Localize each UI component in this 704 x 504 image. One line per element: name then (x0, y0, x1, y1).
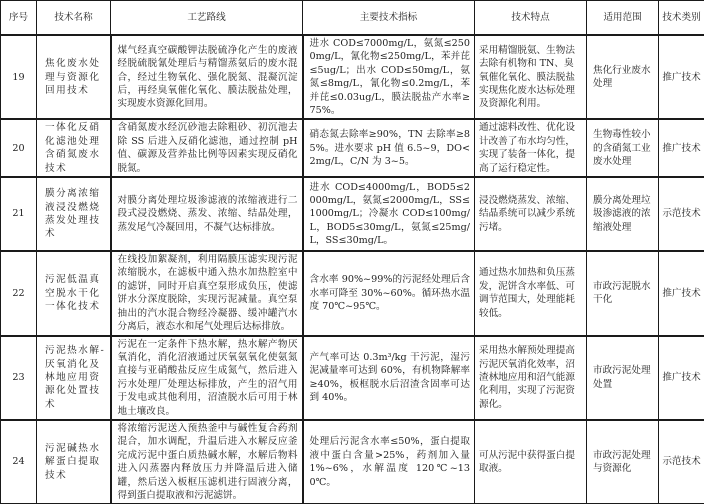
header-process: 工艺路线 (111, 1, 303, 36)
row-features: 可从污泥中获得蛋白提取液。 (475, 420, 587, 504)
table-header-row (1, 1, 704, 36)
row-metrics: 进水 COD≤4000mg/L，BOD5≤2000mg/L，氨氮≤2000mg/L，SS≤1000mg/L；冷凝水 COD≤100mg/L，BOD5≤30mg/L，氨氮≤25mg/L，SS≤30mg/L。 (303, 177, 475, 251)
row-process: 在线投加絮凝剂，利用隔膜压滤实现污泥浓缩脱水，在滤板中通入热水加热腔室中的滤饼，同时开启真空泵形成负压，使滤饼水分深度脱除，实现污泥减量。真空泵抽出的汽水混合物经冷凝器、缓冲罐汽水分离后，液态水和尾气处理后达标排放。 (111, 251, 303, 335)
table-row (1, 119, 704, 177)
header-scope: 适用范围 (587, 1, 659, 36)
row-no: 19 (1, 35, 37, 119)
row-scope: 生物毒性较小的含硝氮工业废水处理 (587, 119, 659, 177)
row-name: 一体化反硝化滤池处理含硝氮废水技术 (37, 119, 111, 177)
row-features: 采用热水解预处理提高污泥厌氧消化效率，沼渣林地应用和沼气能源化利用，实现了污泥资源化。 (475, 336, 587, 420)
row-process: 对膜分离处理垃圾渗滤液的浓缩液进行二段式浸没燃烧、蒸发、浓缩、结晶处理，蒸发尾气冷凝回用，不凝气达标排放。 (111, 177, 303, 251)
row-name: 膜分离浓缩液浸没燃烧蒸发处理技术 (37, 177, 111, 251)
row-process: 污泥在一定条件下热水解，热水解产物厌氧消化，消化沼液通过厌氧氨氧化使氨氮直接与亚硝酸盐反应生成氮气，然后进入污水处理厂处理达标排放，产生的沼气用于发电或其他利用，沼渣脱水后可用于林地土壤改良。 (111, 336, 303, 420)
row-process: 含硝氮废水经沉砂池去除粗砂、初沉池去除 SS 后进入反硝化滤池，通过控制 pH 值、碳源及营养盐比例等因素实现反硝化脱氮。 (111, 119, 303, 177)
table-row (1, 251, 704, 335)
table-row (1, 35, 704, 119)
row-metrics: 含水率 90%~99%的污泥经处理后含水率可降至 30%~60%。循环热水温度 70℃~95℃。 (303, 251, 475, 335)
row-metrics: 硝态氮去除率≥90%，TN 去除率≥85%。进水要求 pH 值 6.5~9，DO<2mg/L，C/N 为 3~5。 (303, 119, 475, 177)
table-row (1, 336, 704, 420)
row-no: 20 (1, 119, 37, 177)
row-no: 22 (1, 251, 37, 335)
row-features: 采用精馏脱氨、生物法去除有机物和 TN、臭氧催化氧化、膜法脱盐实现焦化废水达标处理及资源化利用。 (475, 35, 587, 119)
row-scope: 焦化行业废水处理 (587, 35, 659, 119)
row-category: 推广技术 (659, 35, 704, 119)
row-features: 通过热水加热和负压蒸发，泥饼含水率低、可调节范围大，处理能耗较低。 (475, 251, 587, 335)
row-no: 24 (1, 420, 37, 504)
row-no: 23 (1, 336, 37, 420)
row-name: 污泥低温真空脱水干化一体化技术 (37, 251, 111, 335)
row-name: 污泥热水解-厌氧消化及林地应用资源化处置技术 (37, 336, 111, 420)
header-features: 技术特点 (475, 1, 587, 36)
row-name: 焦化废水处理与资源化回用技术 (37, 35, 111, 119)
row-scope: 市政污泥脱水干化 (587, 251, 659, 335)
table-row (1, 177, 704, 251)
row-process: 将浓缩污泥送入预热釜中与碱性复合药剂混合，加水调配，升温后进入水解反应釜完成污泥中蛋白质热碱水解，水解后物料进入闪蒸器内释放压力并降温后进入储罐，然后送入板框压滤机进行固液分离，得到蛋白提取液和污泥滤饼。 (111, 420, 303, 504)
row-scope: 市政污泥处理与资源化 (587, 420, 659, 504)
row-features: 通过滤料改性、优化设计改善了布水均匀性，实现了装备一体化，提高了运行稳定性。 (475, 119, 587, 177)
row-no: 21 (1, 177, 37, 251)
header-category: 技术类别 (659, 1, 704, 36)
row-category: 推广技术 (659, 251, 704, 335)
row-process: 煤气经真空碳酸钾法脱硫净化产生的废液经脱硫脱氰处理后与精馏蒸氨后的废水混合，经过生物氧化、强化脱氮、混凝沉淀后，再经臭氧催化氧化、膜法脱盐处理，实现废水资源化回用。 (111, 35, 303, 119)
row-category: 示范技术 (659, 177, 704, 251)
row-category: 示范技术 (659, 420, 704, 504)
row-scope: 膜分离处理垃圾渗滤液的浓缩液处理 (587, 177, 659, 251)
row-metrics: 产气率可达 0.3m³/kg 干污泥，湿污泥减量率可达到 60%，有机物降解率≥40%，板框脱水后沼渣含固率可达到 40%。 (303, 336, 475, 420)
row-name: 污泥碱热水解蛋白提取技术 (37, 420, 111, 504)
row-category: 推广技术 (659, 119, 704, 177)
header-no: 序号 (1, 1, 37, 36)
row-category: 推广技术 (659, 336, 704, 420)
row-metrics: 进水 COD≤7000mg/L，氨氮≤2500mg/L，氰化物≤250mg/L，苯并芘≤5ug/L；出水 COD≤50mg/L，氨氮≤8mg/L，氰化物≤0.2mg/L，苯并芘≤0.03ug/L，膜法脱盐产水率≥75%。 (303, 35, 475, 119)
row-features: 浸没燃烧蒸发、浓缩、结晶系统可以减少系统污堵。 (475, 177, 587, 251)
header-name: 技术名称 (37, 1, 111, 36)
row-scope: 市政污泥处理处置 (587, 336, 659, 420)
row-metrics: 处理后污泥含水率≤50%，蛋白提取液中蛋白含量>25%，药剂加入量 1%~6%，水解温度 120℃~130℃。 (303, 420, 475, 504)
table-row (1, 420, 704, 504)
header-metrics: 主要技术指标 (303, 1, 475, 36)
